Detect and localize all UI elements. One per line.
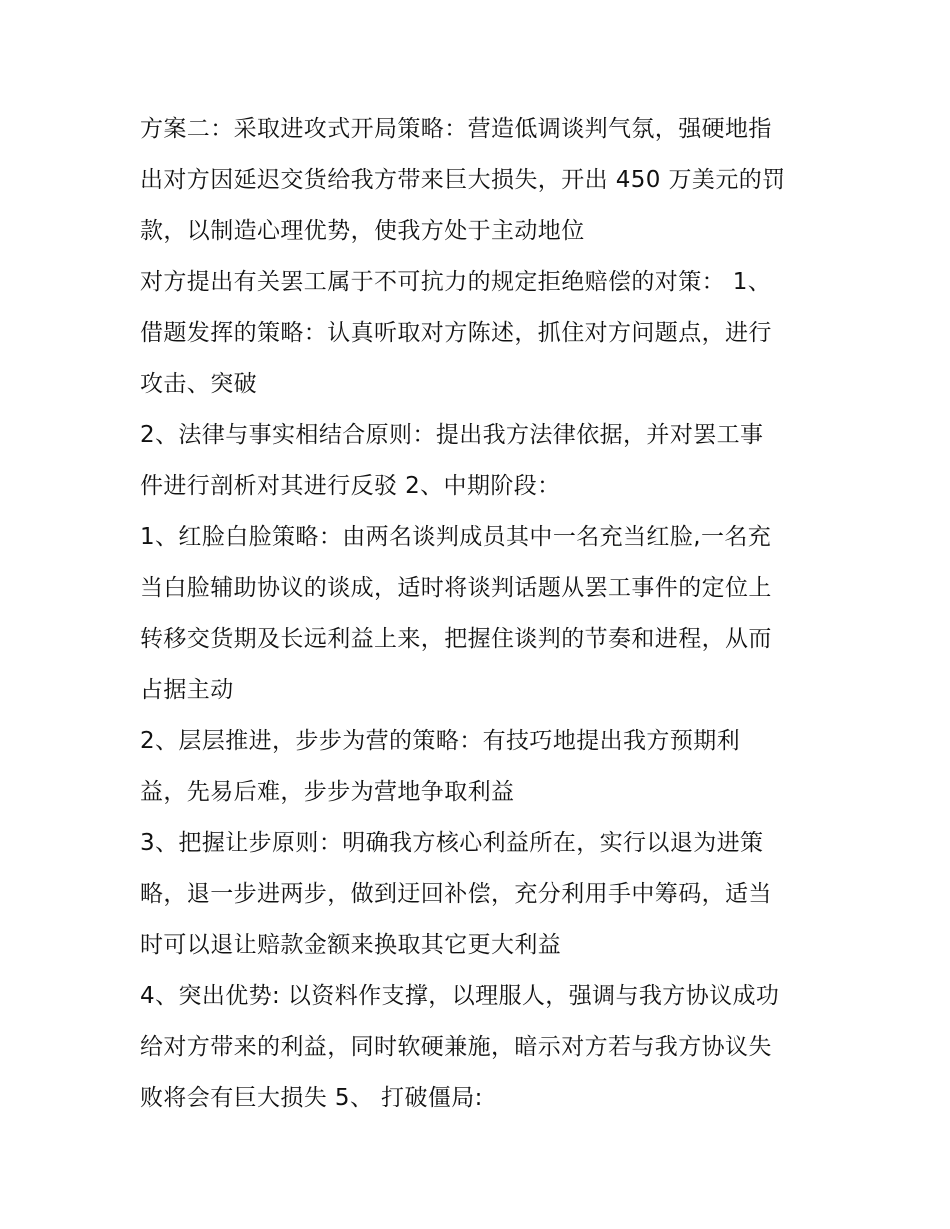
text-line: 件进行剖析对其进行反驳 2、中期阶段： (140, 473, 561, 499)
text-line: 略，退一步进两步，做到迂回补偿，充分利用手中筹码，适当 (140, 881, 772, 907)
text-line: 方案二：采取进攻式开局策略：营造低调谈判气氛，强硬地指 (140, 116, 772, 142)
text-line: 2、法律与事实相结合原则：提出我方法律依据，并对罢工事 (140, 422, 764, 448)
text-line: 款，以制造心理优势，使我方处于主动地位 (140, 218, 585, 244)
text-line: 攻击、突破 (140, 371, 257, 397)
text-line: 4、突出优势: 以资料作支撑，以理服人，强调与我方协议成功 (140, 983, 780, 1009)
text-line: 益，先易后难，步步为营地争取利益 (140, 779, 515, 805)
text-line: 出对方因延迟交货给我方带来巨大损失，开出 450 万美元的罚 (140, 167, 786, 193)
text-line: 借题发挥的策略：认真听取对方陈述，抓住对方问题点，进行 (140, 320, 772, 346)
text-line: 败将会有巨大损失 5、 打破僵局: (140, 1085, 483, 1111)
text-line: 转移交货期及长远利益上来，把握住谈判的节奏和进程，从而 (140, 626, 772, 652)
document-body (140, 104, 820, 1124)
text-line: 2、层层推进，步步为营的策略：有技巧地提出我方预期利 (140, 728, 741, 754)
text-line: 1、红脸白脸策略：由两名谈判成员其中一名充当红脸,一名充 (140, 524, 772, 550)
text-line: 3、把握让步原则：明确我方核心利益所在，实行以退为进策 (140, 830, 764, 856)
text-line: 当白脸辅助协议的谈成，适时将谈判话题从罢工事件的定位上 (140, 575, 772, 601)
text-line: 对方提出有关罢工属于不可抗力的规定拒绝赔偿的对策： 1、 (140, 269, 772, 295)
text-line: 占据主动 (140, 677, 234, 703)
text-line: 时可以退让赔款金额来换取其它更大利益 (140, 932, 562, 958)
text-line: 给对方带来的利益，同时软硬兼施，暗示对方若与我方协议失 (140, 1034, 772, 1060)
